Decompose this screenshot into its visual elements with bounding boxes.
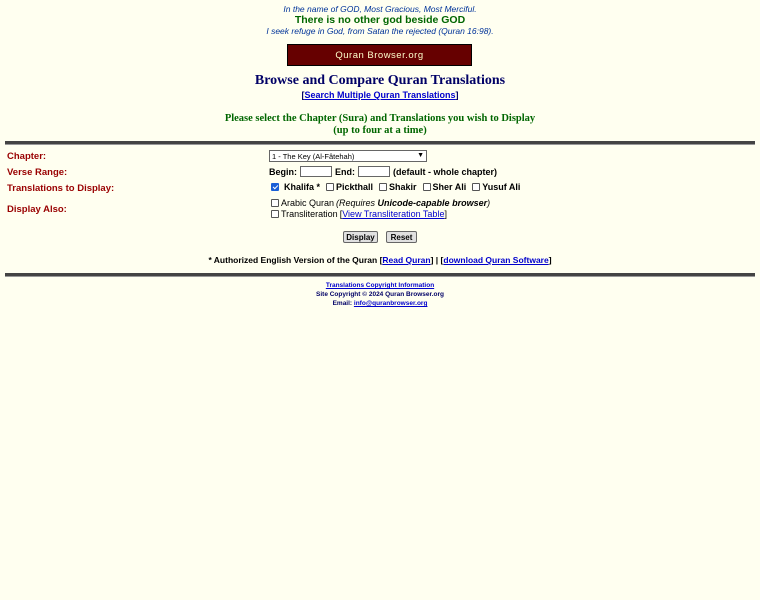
reset-button[interactable]: Reset — [386, 231, 417, 243]
authorized-text: * Authorized English Version of the Quran — [208, 255, 378, 265]
translation-label: Shakir — [389, 182, 417, 192]
search-link-line: [Search Multiple Quran Translations] — [301, 90, 459, 100]
checkbox[interactable] — [379, 183, 387, 191]
select-prompt — [0, 113, 760, 137]
arabic-quran-label: Arabic Quran — [281, 198, 335, 208]
search-multiple-link[interactable]: Search Multiple Quran Translations — [304, 90, 456, 100]
display-button[interactable]: Display — [343, 231, 378, 243]
basmala-text: In the name of GOD, Most Gracious, Most Merciful. — [283, 4, 477, 14]
quran-browser-logo[interactable] — [287, 44, 472, 66]
verse-range-row — [269, 166, 497, 177]
translation-label: Yusuf Ali — [482, 182, 521, 192]
checkbox[interactable] — [271, 183, 279, 191]
site-copyright: Site Copyright © 2024 Quran Browser.org — [316, 291, 444, 298]
translation-pickthall[interactable] — [326, 182, 373, 192]
logo-label: Quran Browser.org — [335, 49, 424, 61]
range-hint: (default - whole chapter) — [393, 166, 498, 177]
translation-khalifa[interactable] — [271, 182, 320, 192]
chevron-down-icon: ▼ — [417, 152, 424, 159]
divider-top — [5, 141, 755, 145]
email-link[interactable]: info@quranbrowser.org — [353, 300, 428, 307]
select-prompt-line2: (up to four at a time) — [333, 125, 427, 136]
download-software-link[interactable]: download Quran Software — [443, 255, 549, 265]
page-title: Browse and Compare Quran Translations — [254, 73, 506, 88]
verse-range-label: Verse Range: — [7, 167, 68, 178]
transliteration-row: Transliteration [View Transliteration Table] — [271, 209, 447, 219]
translation-sher-ali[interactable] — [423, 182, 467, 192]
end-input[interactable] — [358, 166, 390, 177]
chapter-selected-value: 1 - The Key (Al-Fâtehah) — [272, 151, 355, 161]
copyright-info-link[interactable]: Translations Copyright Information — [325, 282, 435, 289]
authorized-version-line: * Authorized English Version of the Quran [Read Quran] | [download Quran Software] — [208, 255, 552, 265]
arabic-quran-checkbox[interactable] — [271, 199, 279, 207]
email-label: Email: — [332, 300, 353, 307]
separator: | — [435, 255, 439, 265]
chapter-select[interactable] — [269, 150, 427, 162]
divider-bottom — [5, 273, 755, 277]
translation-yusuf-ali[interactable] — [472, 182, 520, 192]
translation-label: Pickthall — [336, 182, 374, 192]
begin-label: Begin: — [269, 166, 297, 177]
end-label: End: — [335, 166, 355, 177]
display-also-label: Display Also: — [7, 204, 67, 215]
translation-label: Sher Ali — [432, 182, 467, 192]
translation-label: Khalifa * — [284, 182, 321, 192]
unicode-note: Unicode-capable browser — [377, 198, 488, 208]
refuge-text: I seek refuge in God, from Satan the rejected (Quran 16:98). — [266, 26, 494, 36]
checkbox[interactable] — [423, 183, 431, 191]
chapter-label: Chapter: — [7, 151, 47, 162]
translations-label: Translations to Display: — [7, 183, 115, 194]
transliteration-label: Transliteration — [281, 209, 338, 219]
arabic-quran-row — [271, 198, 490, 208]
checkbox[interactable] — [472, 183, 480, 191]
no-other-god-text: There is no other god beside GOD — [294, 14, 466, 26]
begin-input[interactable] — [300, 166, 332, 177]
select-prompt-line1: Please select the Chapter (Sura) and Translations you wish to Display — [224, 113, 536, 124]
translations-row — [271, 182, 524, 192]
read-quran-link[interactable]: Read Quran — [382, 255, 431, 265]
transliteration-table-link[interactable]: View Transliteration Table — [342, 209, 445, 219]
transliteration-checkbox[interactable] — [271, 210, 279, 218]
footer — [0, 281, 760, 308]
arabic-note: (Requires Unicode-capable browser) — [336, 198, 491, 208]
checkbox[interactable] — [326, 183, 334, 191]
translation-shakir[interactable] — [379, 182, 417, 192]
